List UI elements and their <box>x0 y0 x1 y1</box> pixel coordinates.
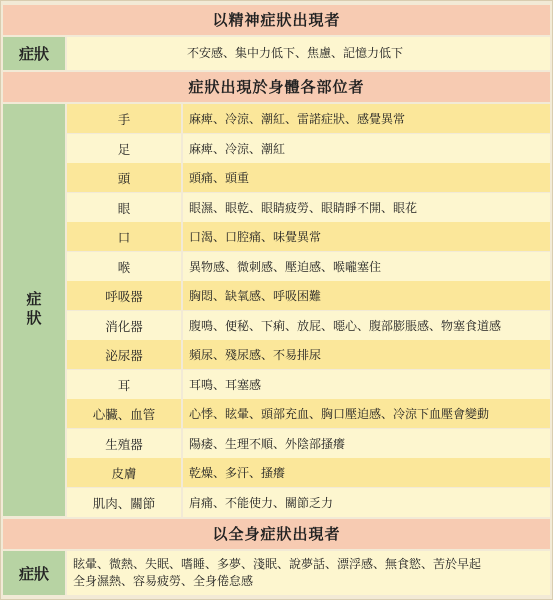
body-part-symptoms: 心悸、眩暈、頭部充血、胸口壓迫感、冷涼下血壓會變動 <box>183 399 550 428</box>
body-part-label: 耳 <box>67 370 181 399</box>
body-part-label: 口 <box>67 222 181 251</box>
whole-value <box>67 551 550 595</box>
body-part-label: 喉 <box>67 252 181 281</box>
mental-label: 症狀 <box>3 37 65 70</box>
body-part-symptoms: 肩痛、不能使力、關節乏力 <box>183 488 550 517</box>
body-part-symptoms: 耳鳴、耳塞感 <box>183 370 550 399</box>
body-part-symptoms: 異物感、微刺感、壓迫感、喉嚨塞住 <box>183 252 550 281</box>
body-label-text: 症狀 <box>24 291 43 329</box>
body-part-symptoms: 頭痛、頭重 <box>183 163 550 192</box>
body-part-symptoms: 口渴、口腔痛、味覺異常 <box>183 222 550 251</box>
body-part-symptoms: 眼濕、眼乾、眼睛疲勞、眼睛睜不開、眼花 <box>183 193 550 222</box>
body-part-label: 消化器 <box>67 311 181 340</box>
body-part-label: 呼吸器 <box>67 281 181 310</box>
mental-section-title: 以精神症狀出現者 <box>3 5 550 35</box>
body-label <box>3 104 65 516</box>
body-part-symptoms: 乾燥、多汗、搔癢 <box>183 458 550 487</box>
body-part-symptoms: 陽痿、生理不順、外陰部搔癢 <box>183 429 550 458</box>
body-part-symptoms: 頻尿、殘尿感、不易排尿 <box>183 340 550 369</box>
body-part-label: 足 <box>67 134 181 163</box>
body-part-label: 頭 <box>67 163 181 192</box>
body-part-symptoms: 麻痺、冷涼、潮紅 <box>183 134 550 163</box>
body-part-label: 手 <box>67 104 181 133</box>
mental-value: 不安感、集中力低下、焦慮、記憶力低下 <box>67 37 550 70</box>
whole-line-2: 全身濕熱、容易疲勞、全身倦怠感 <box>73 574 254 588</box>
body-part-symptoms: 腹鳴、便秘、下痢、放屁、噁心、腹部膨脹感、物塞食道感 <box>183 311 550 340</box>
whole-label: 症狀 <box>3 551 65 595</box>
body-part-label: 心臟、血管 <box>67 399 181 428</box>
body-section-title: 症狀出現於身體各部位者 <box>3 72 550 102</box>
whole-line-1: 眩暈、微熱、失眠、嗜睡、多夢、淺眠、說夢話、漂浮感、無食慾、苦於早起 <box>73 557 482 571</box>
body-part-label: 眼 <box>67 193 181 222</box>
whole-section-title: 以全身症狀出現者 <box>3 519 550 549</box>
body-part-symptoms: 胸悶、缺氧感、呼吸困難 <box>183 281 550 310</box>
body-part-label: 生殖器 <box>67 429 181 458</box>
body-part-label: 皮膚 <box>67 458 181 487</box>
body-part-symptoms: 麻痺、冷涼、潮紅、雷諾症狀、感覺異常 <box>183 104 550 133</box>
body-part-label: 泌尿器 <box>67 340 181 369</box>
body-part-label: 肌肉、關節 <box>67 488 181 517</box>
